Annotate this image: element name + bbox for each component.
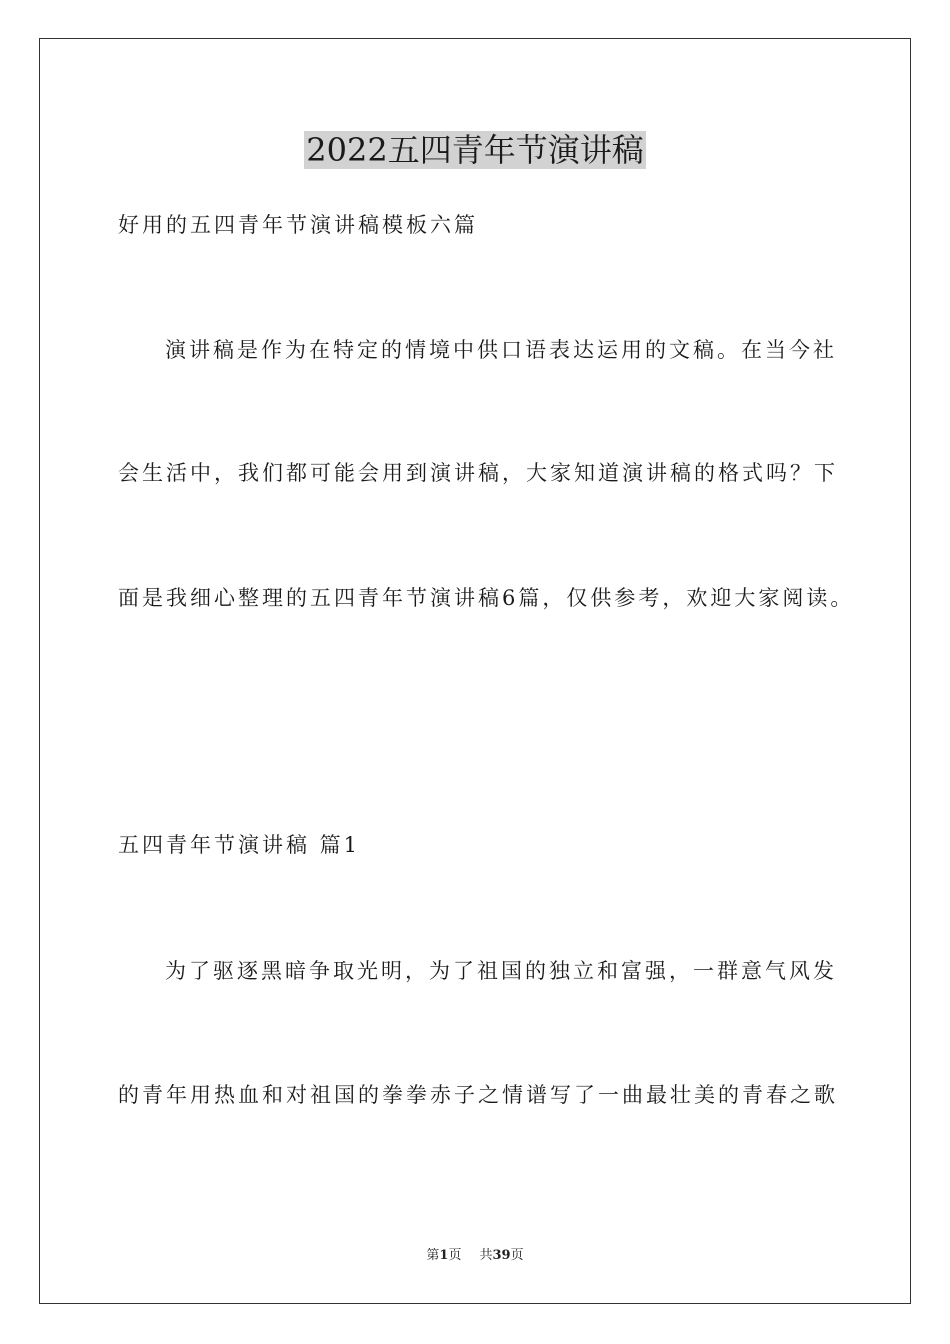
footer-total-suffix: 页 — [510, 1248, 524, 1263]
footer-page-number: 1 — [439, 1248, 449, 1263]
section-line-2: 的青年用热血和对祖国的拳拳赤子之情谱写了一曲最壮美的青春之歌 — [118, 1083, 838, 1107]
footer-page-prefix: 第 — [426, 1248, 440, 1263]
section-heading: 五四青年节演讲稿 篇1 — [118, 833, 361, 857]
footer-total-prefix: 共 — [479, 1248, 493, 1263]
document-title-text: 2022五四青年节演讲稿 — [306, 131, 644, 169]
intro-line-3: 面是我细心整理的五四青年节演讲稿6篇，仅供参考，欢迎大家阅读。 — [118, 586, 855, 610]
footer-page-suffix: 页 — [448, 1248, 462, 1263]
page-footer — [0, 1246, 950, 1266]
intro-line-2: 会生活中，我们都可能会用到演讲稿，大家知道演讲稿的格式吗？下 — [118, 461, 838, 485]
intro-line-1: 演讲稿是作为在特定的情境中供口语表达运用的文稿。在当今社 — [165, 338, 837, 362]
document-subtitle: 好用的五四青年节演讲稿模板六篇 — [118, 213, 478, 237]
footer-total-pages: 39 — [492, 1248, 511, 1263]
section-line-1: 为了驱逐黑暗争取光明，为了祖国的独立和富强，一群意气风发 — [165, 959, 837, 983]
document-title — [0, 128, 950, 172]
